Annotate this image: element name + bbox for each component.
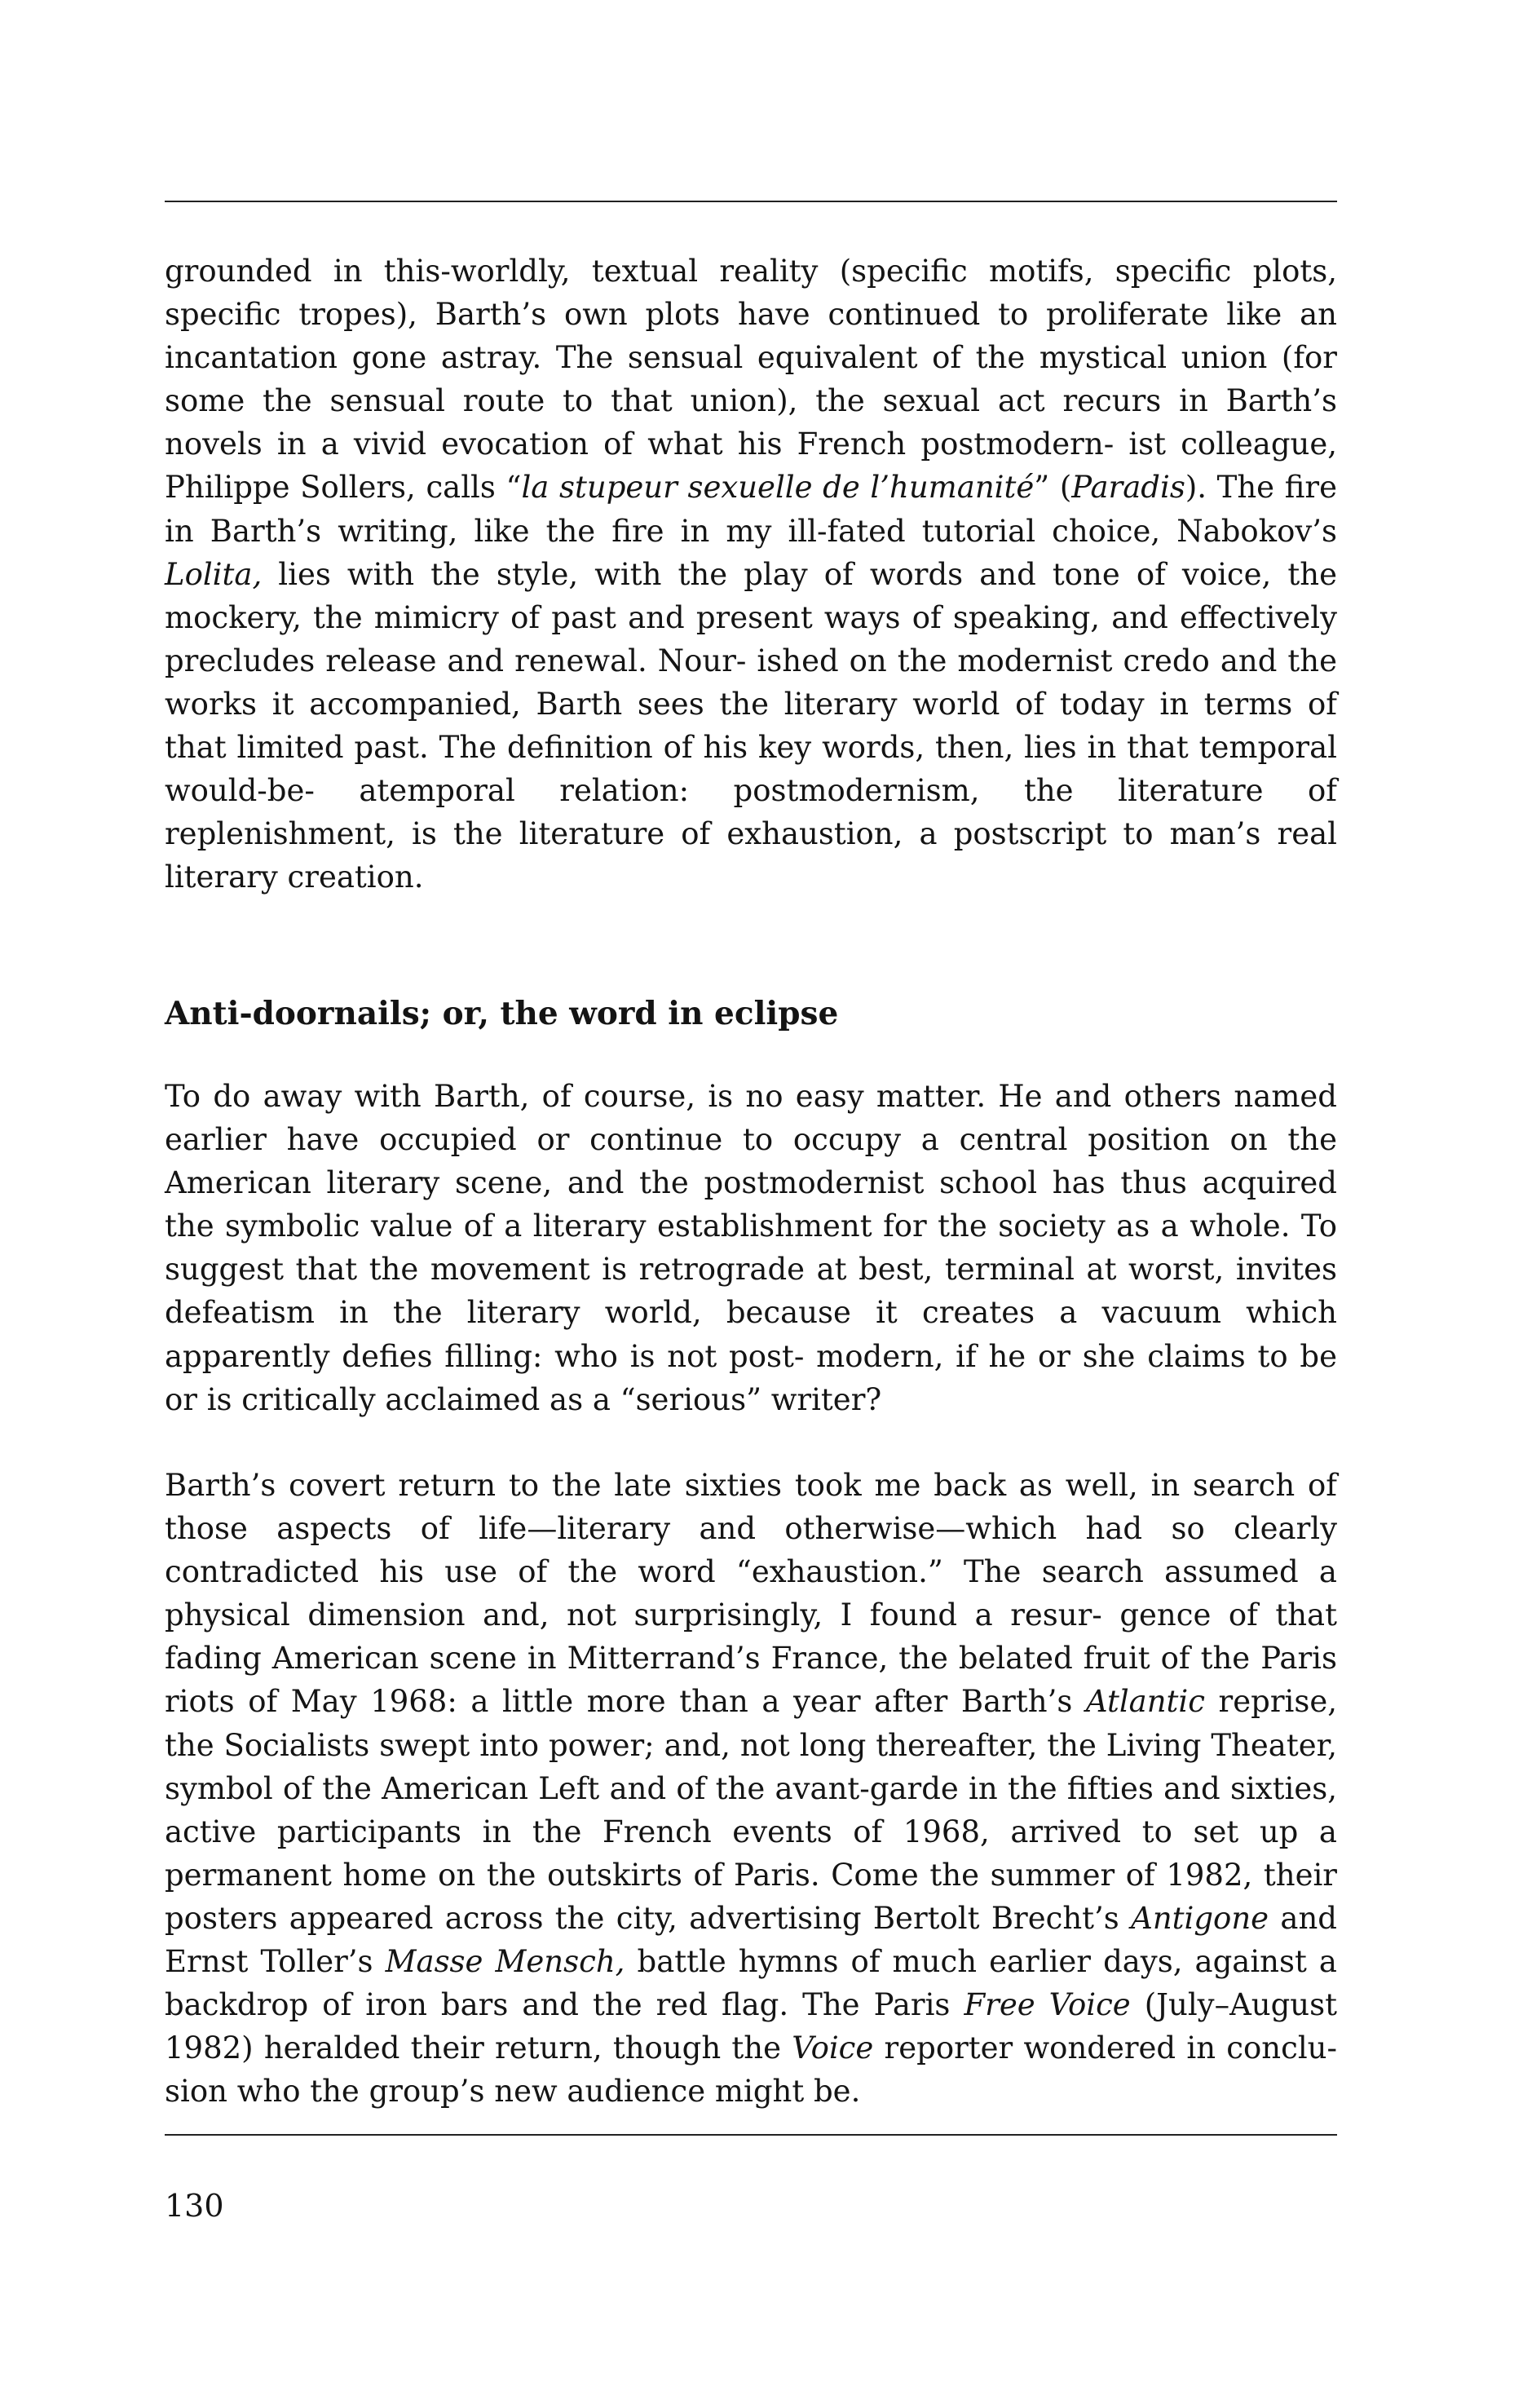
paragraph-3-text-f: reporter wondered in conclu- sion who the group’s new audience might be. [165, 2030, 1337, 2110]
paragraph-continuation [165, 250, 1337, 899]
book-page [165, 0, 1337, 2408]
paragraph-3-text-a: Barth’s covert return to the late sixties took me back as well, in search of those aspects of life—literary and otherwise—which had so clearly contradicted his use of the word “exhaustion.” The search assumed a physical dimension and, not surprisingly, I found a resur- gence of that fading American scene in Mitterrand’s France, the belated fruit of the Paris riots of May 1968: a little more than a year after Barth’s [165, 1468, 1337, 1720]
paragraph-1-text-c: ). The fire in Barth’s writing, like the fire in my ill-fated tutorial choice, Nabokov’s [165, 470, 1338, 549]
paragraph-3-text-e: (July–August 1982) heralded their return, though the [165, 1987, 1337, 2066]
paragraph-1-italic-paradis: Paradis [1071, 470, 1185, 506]
paragraph-3-italic-atlantic: Atlantic [1085, 1684, 1205, 1720]
paragraph-barth-return [165, 1464, 1337, 2113]
footer-rule [165, 2134, 1337, 2136]
paragraph-3-italic-free-voice: Free Voice [964, 1987, 1131, 2023]
paragraph-3-text-d: battle hymns of much earlier days, against a backdrop of iron bars and the red flag. The Paris [165, 1944, 1337, 2023]
paragraph-1-text-a: grounded in this-worldly, textual reality (specific motifs, specific plots, specific tropes), Barth’s own plots have continued to proliferate like an incantation gone astray. The sensual equivalent of the mystical union (for some the sensual route to that union), the sexual act recurs in Barth’s novels in a vivid evocation of what his French postmodern- ist colleague, Philippe Sollers, calls “ [165, 254, 1337, 506]
paragraph-3-italic-antigone: Antigone [1131, 1900, 1269, 1936]
paragraph-3-italic-voice: Voice [792, 2030, 874, 2066]
header-rule [165, 201, 1337, 202]
paragraph-3-text-b: reprise, the Socialists swept into power; and, not long thereafter, the Living Theater, symbol of the American Left and of the avant-garde in the fifties and sixties, active participants in the French events of 1968, arrived to set up a permanent home on the outskirts of Paris. Come the summer of 1982, their posters appeared across the city, advertising Bertolt Brecht’s [165, 1684, 1337, 1936]
paragraph-1-italic-quote: la stupeur sexuelle de l’humanité [521, 470, 1035, 506]
paragraph-1-text-d: lies with the style, with the play of words and tone of voice, the mockery, the mimicry of past and present ways of speaking, and effectively precludes release and renewal. Nour- ished on the modernist credo and the works it accompanied, Barth sees the literary world of today in terms of that limited past. The definition of his key words, then, lies in that temporal would-be- atemporal relation: postmodernism, the literature of replenishment, is the literature of exhaustion, a postscript to man’s real literary creation. [165, 556, 1337, 895]
paragraph-1-italic-lolita: Lolita, [165, 556, 263, 592]
section-heading: Anti-doornails; or, the word in eclipse [165, 995, 839, 1032]
paragraph-3-italic-masse-mensch: Masse Mensch, [385, 1944, 625, 1980]
paragraph-1-text-b: ” ( [1034, 470, 1072, 506]
paragraph-3-text-c: and Ernst Toller’s [165, 1900, 1337, 1980]
paragraph-section-opening: To do away with Barth, of course, is no easy matter. He and others named earlier have occupied or continue to occupy a central position on the American literary scene, and the postmodernist school has thus acquired the symbolic value of a literary establishment for the society as a whole. To suggest that the movement is retrograde at best, terminal at worst, invites defeatism in the literary world, because it creates a vacuum which apparently defies filling: who is not post- modern, if he or she claims to be or is critically acclaimed as a “serious” writer? [165, 1079, 1337, 1417]
page-number: 130 [165, 2188, 224, 2224]
